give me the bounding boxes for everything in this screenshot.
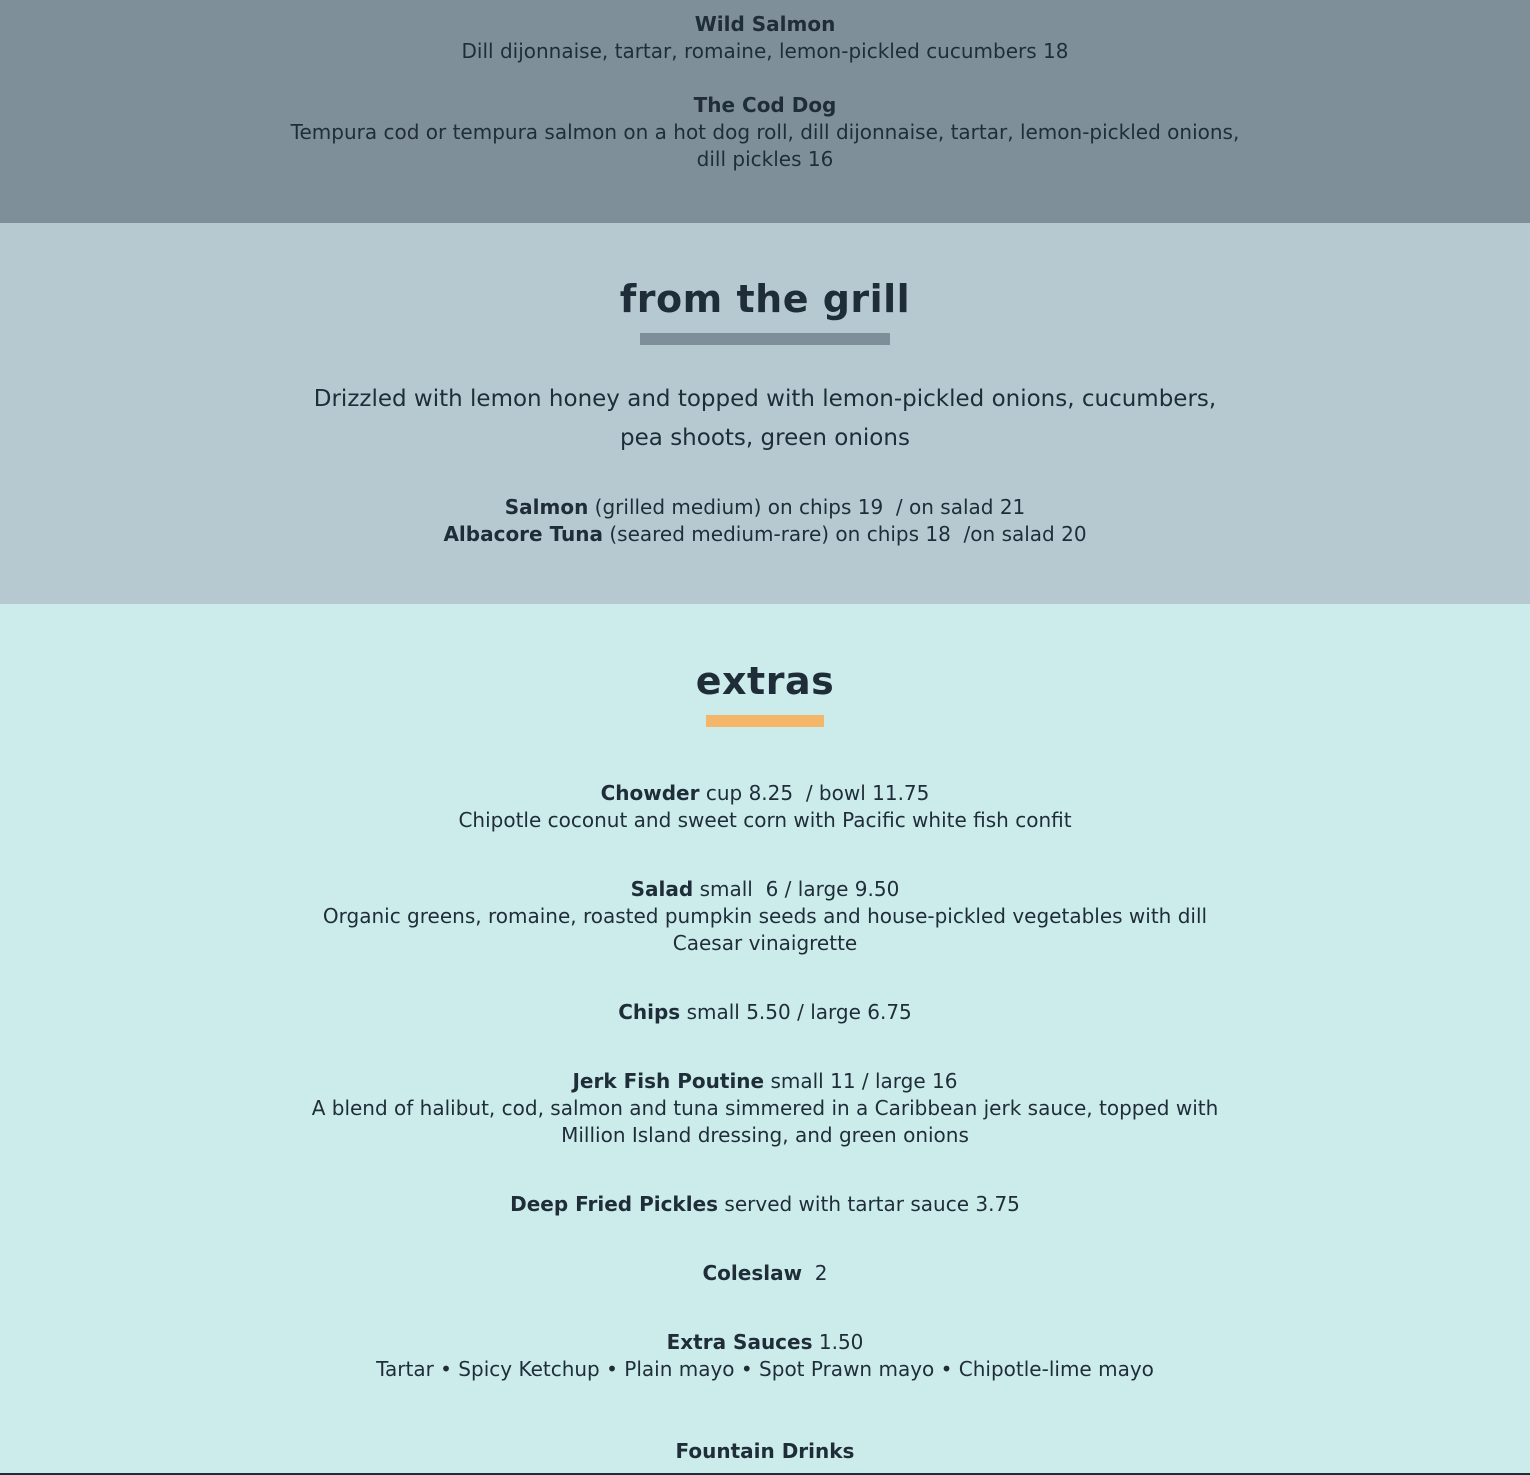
menu-item-name: Chips <box>618 1000 681 1024</box>
section-heading: extras <box>695 659 835 703</box>
menu-item <box>0 1260 1530 1287</box>
menu-item-detail: served with tartar sauce 3.75 <box>718 1192 1020 1216</box>
menu-item-detail: small 6 / large 9.50 <box>693 877 900 901</box>
menu-item-name: Salad <box>630 877 694 901</box>
menu-item-detail: small 5.50 / large 6.75 <box>680 1000 912 1024</box>
menu-item-description: Caesar vinaigrette <box>672 931 858 955</box>
menu-item-description: Tempura cod or tempura salmon on a hot dog roll, dill dijonnaise, tartar, lemon-pickled onions, <box>290 120 1240 144</box>
menu-item-detail: 1.50 <box>812 1330 864 1354</box>
heading-underline <box>706 715 824 727</box>
grill-section <box>0 223 1530 604</box>
menu-item <box>0 1068 1530 1149</box>
menu-item <box>0 521 1530 548</box>
menu-item-name: Chowder <box>600 781 700 805</box>
menu-item-name: Coleslaw <box>702 1261 803 1285</box>
menu-item-detail: small 11 / large 16 <box>764 1069 958 1093</box>
menu-item-description: dill pickles 16 <box>696 147 834 171</box>
menu-item-name: Extra Sauces <box>666 1330 813 1354</box>
menu-item-description: Tartar • Spicy Ketchup • Plain mayo • Spot Prawn mayo • Chipotle-lime mayo <box>376 1357 1154 1381</box>
menu-item-name: Fountain Drinks <box>675 1439 855 1463</box>
menu-item-name: Jerk Fish Poutine <box>572 1069 765 1093</box>
menu-item-description: A blend of halibut, cod, salmon and tuna simmered in a Caribbean jerk sauce, topped with <box>311 1096 1219 1120</box>
menu-item-detail: 2 <box>802 1261 828 1285</box>
menu-item-description: Million Island dressing, and green onions <box>561 1123 969 1147</box>
menu-item <box>0 999 1530 1026</box>
extras-section <box>0 604 1530 1475</box>
menu-item-name: The Cod Dog <box>693 93 837 117</box>
menu-item-name: Albacore Tuna <box>443 522 603 546</box>
menu-item <box>0 494 1530 521</box>
menu-item-detail: (seared medium-rare) on chips 18 /on salad 20 <box>603 522 1087 546</box>
menu-item-detail: cup 8.25 / bowl 11.75 <box>699 781 930 805</box>
menu-item-name: Salmon <box>504 495 589 519</box>
section-intro <box>285 380 1245 458</box>
menu-item-name: Wild Salmon <box>694 12 836 36</box>
menu-item-detail: (grilled medium) on chips 19 / on salad 21 <box>588 495 1026 519</box>
menu-item <box>0 876 1530 957</box>
menu-item <box>0 1191 1530 1218</box>
menu-item-description: Organic greens, romaine, roasted pumpkin seeds and house-pickled vegetables with dill <box>322 904 1208 928</box>
menu-item <box>0 1438 1530 1465</box>
menu-item-description: Chipotle coconut and sweet corn with Pacific white fish confit <box>458 808 1072 832</box>
heading-underline <box>640 333 890 345</box>
section-heading: from the grill <box>619 277 911 321</box>
menu-item-description: Dill dijonnaise, tartar, romaine, lemon-pickled cucumbers 18 <box>461 39 1069 63</box>
section-intro-line: pea shoots, green onions <box>620 425 910 451</box>
menu-item-name: Deep Fried Pickles <box>510 1192 719 1216</box>
fish-menu-section <box>0 0 1530 223</box>
grill-items <box>0 494 1530 548</box>
section-intro-line: Drizzled with lemon honey and topped with lemon-pickled onions, cucumbers, <box>313 386 1217 412</box>
menu-item <box>0 1329 1530 1383</box>
menu-item <box>0 780 1530 834</box>
